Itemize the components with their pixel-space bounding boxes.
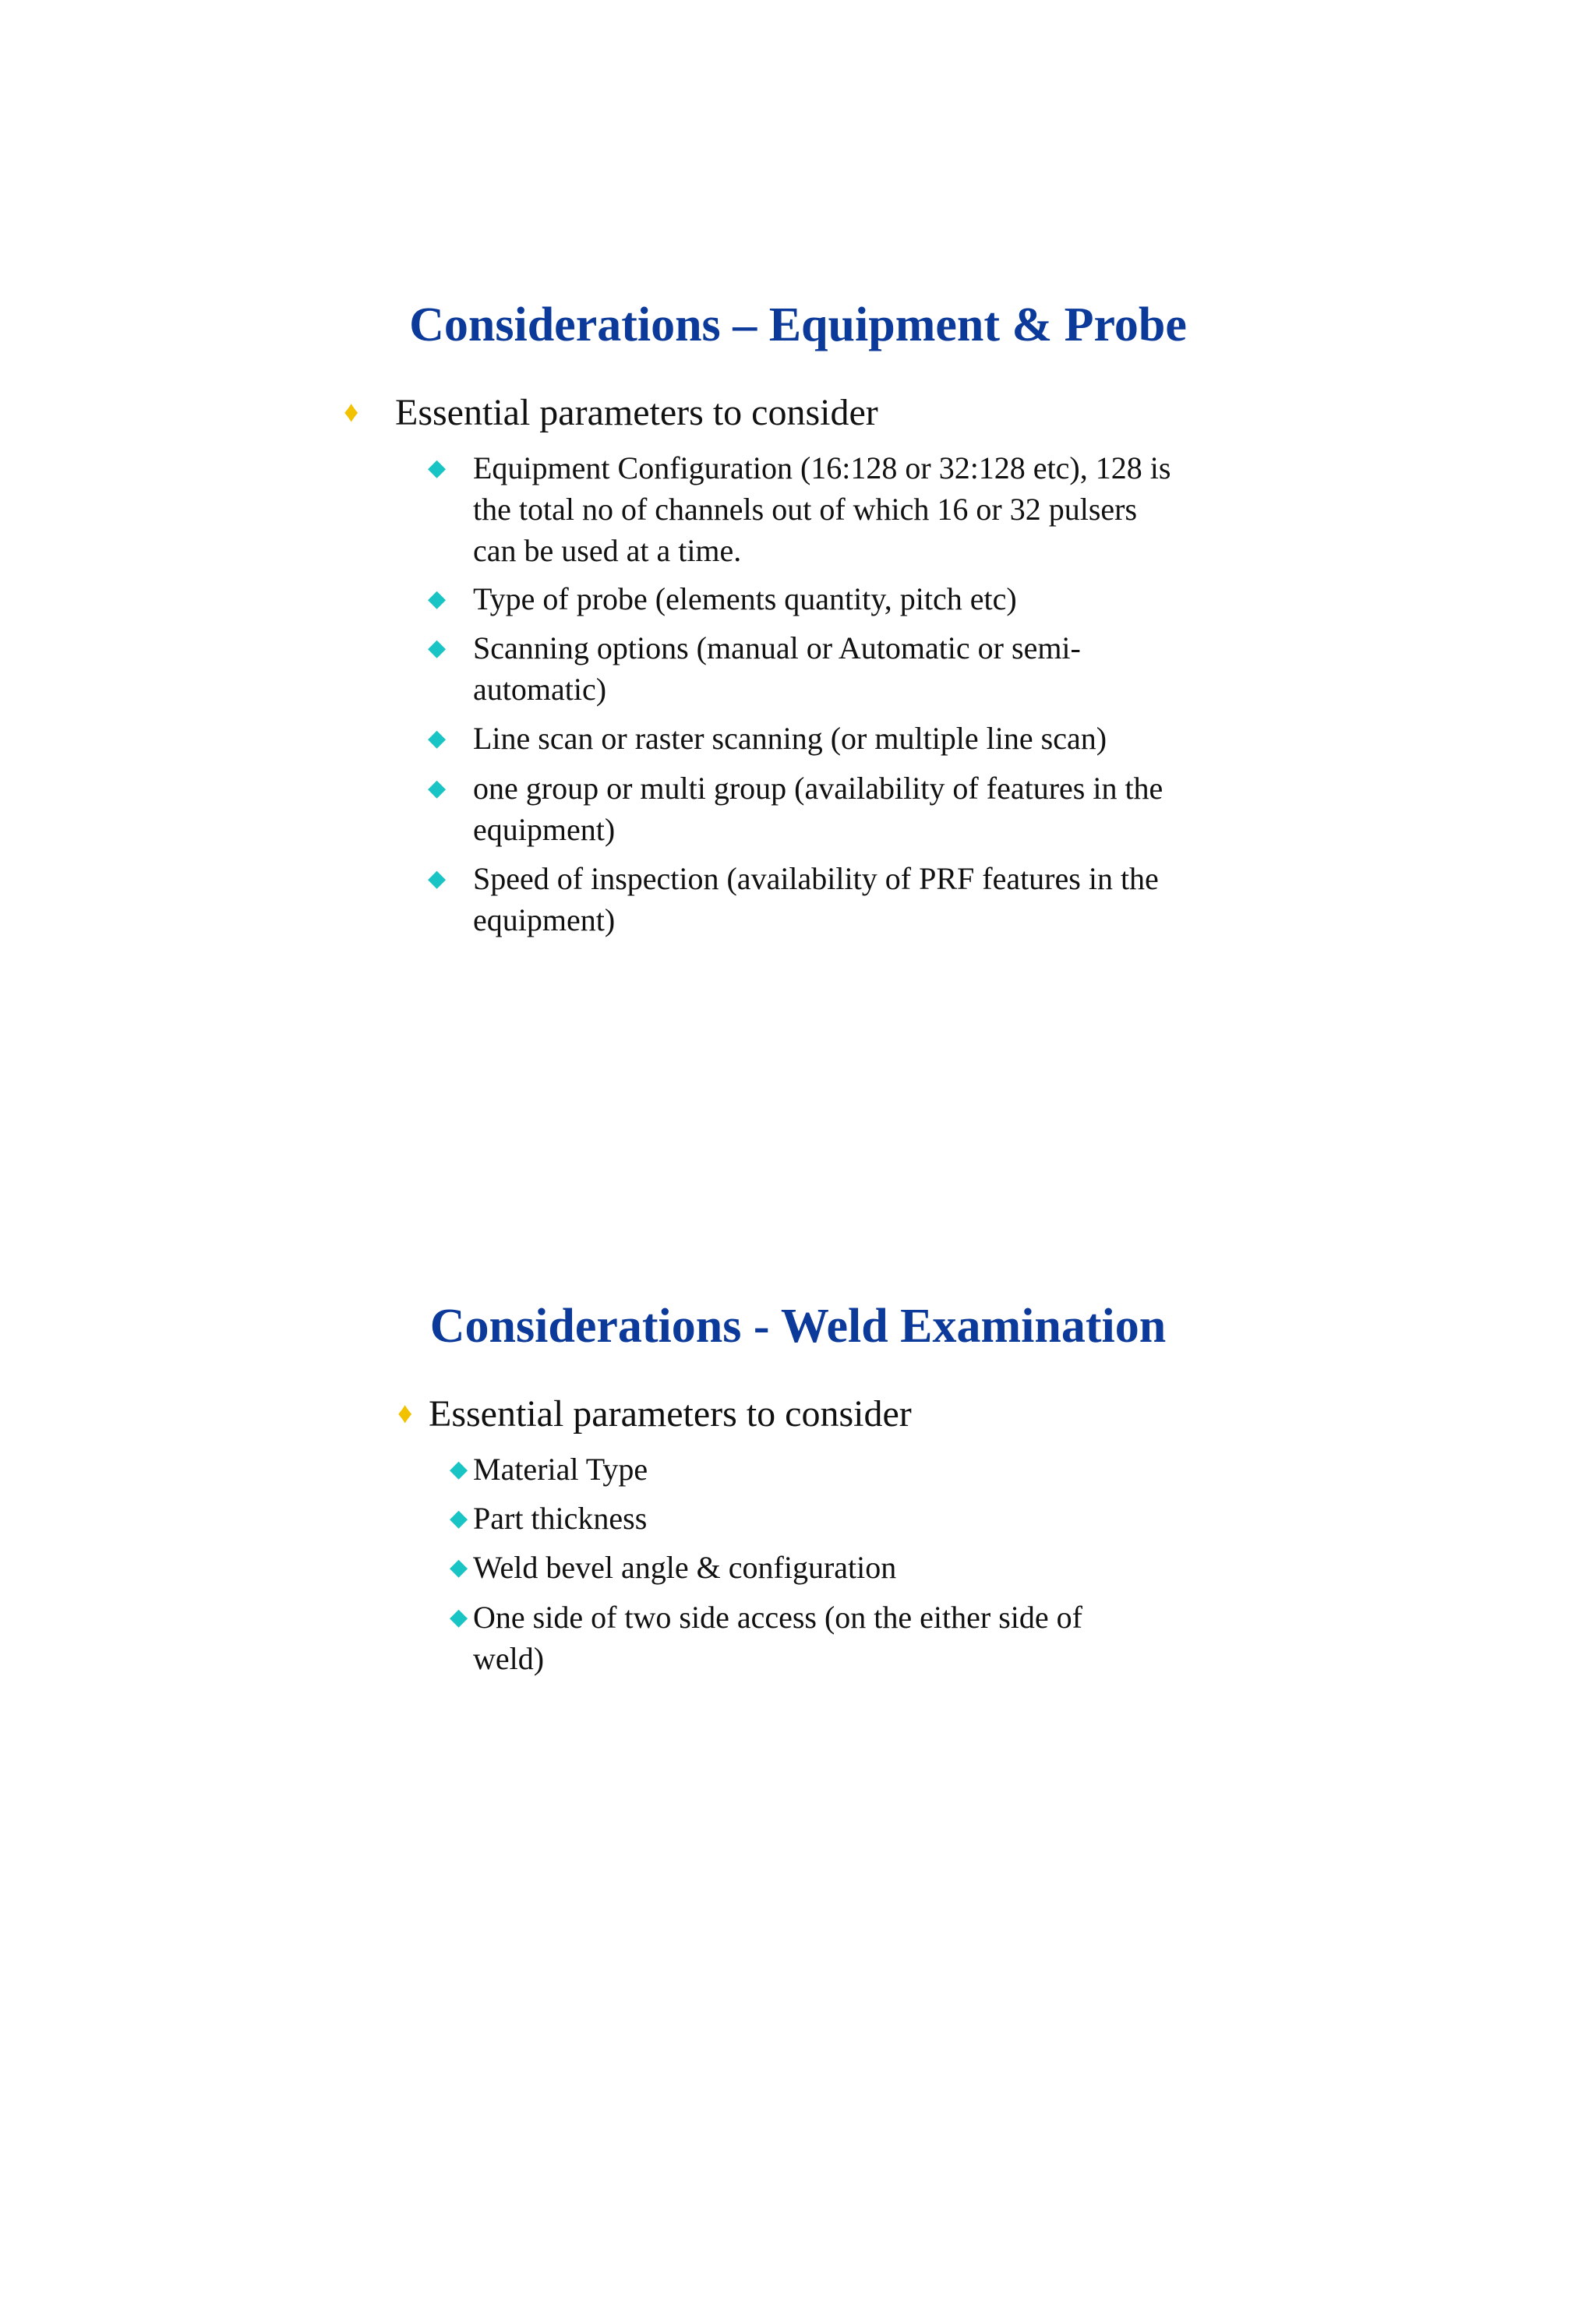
list-item-line: equipment) — [473, 902, 616, 937]
list-item-line: weld) — [473, 1641, 545, 1676]
list-item-line: can be used at a time. — [473, 533, 742, 568]
yellow-diamond-icon: ♦ — [397, 1397, 413, 1430]
list-item-line: Part thickness — [473, 1501, 648, 1536]
teal-diamond-icon: ◆ — [428, 725, 447, 751]
teal-diamond-icon: ◆ — [450, 1456, 468, 1482]
list-item-line: Scanning options (manual or Automatic or semi- — [473, 630, 1081, 665]
list-item-line: Material Type — [473, 1452, 648, 1487]
list-item-line: Weld bevel angle & configuration — [473, 1550, 897, 1585]
list-item-line: Speed of inspection (availability of PRF features in the — [473, 861, 1159, 896]
list-item-line: one group or multi group (availability of features in the — [473, 771, 1163, 806]
list-item — [450, 1498, 648, 1539]
yellow-diamond-icon: ♦ — [344, 396, 359, 429]
list-item-line: the total no of channels out of which 16 or 32 pulsers — [473, 492, 1138, 527]
list-item — [428, 578, 1017, 619]
level1-text: Essential parameters to consider — [429, 1393, 912, 1435]
list-item-line: automatic) — [473, 672, 607, 707]
list-item — [450, 1449, 648, 1490]
teal-diamond-icon: ◆ — [450, 1604, 468, 1630]
list-item-line: equipment) — [473, 812, 616, 847]
list-item — [428, 768, 1163, 850]
level1-bullet-item — [397, 1393, 912, 1435]
list-item — [428, 858, 1159, 941]
level1-text: Essential parameters to consider — [395, 392, 878, 433]
teal-diamond-icon: ◆ — [428, 866, 447, 891]
list-item — [428, 718, 1107, 759]
teal-diamond-icon: ◆ — [428, 775, 447, 801]
list-item — [428, 627, 1081, 710]
teal-diamond-icon: ◆ — [428, 455, 447, 481]
teal-diamond-icon: ◆ — [450, 1505, 468, 1531]
list-item-line: Line scan or raster scanning (or multiple line scan) — [473, 721, 1107, 756]
list-item-line: Type of probe (elements quantity, pitch etc) — [473, 581, 1017, 616]
list-item — [450, 1597, 1082, 1679]
slide-title: Considerations - Weld Examination — [429, 1300, 1167, 1353]
teal-diamond-icon: ◆ — [450, 1555, 468, 1580]
list-item — [428, 447, 1171, 571]
list-item-line: One side of two side access (on the either side of — [473, 1600, 1082, 1635]
teal-diamond-icon: ◆ — [428, 635, 447, 661]
slide-title: Considerations – Equipment & Probe — [409, 298, 1187, 351]
list-item — [450, 1547, 897, 1588]
list-item-line: Equipment Configuration (16:128 or 32:128 etc), 128 is — [473, 450, 1171, 485]
teal-diamond-icon: ◆ — [428, 586, 447, 612]
level1-bullet-item — [344, 392, 878, 433]
